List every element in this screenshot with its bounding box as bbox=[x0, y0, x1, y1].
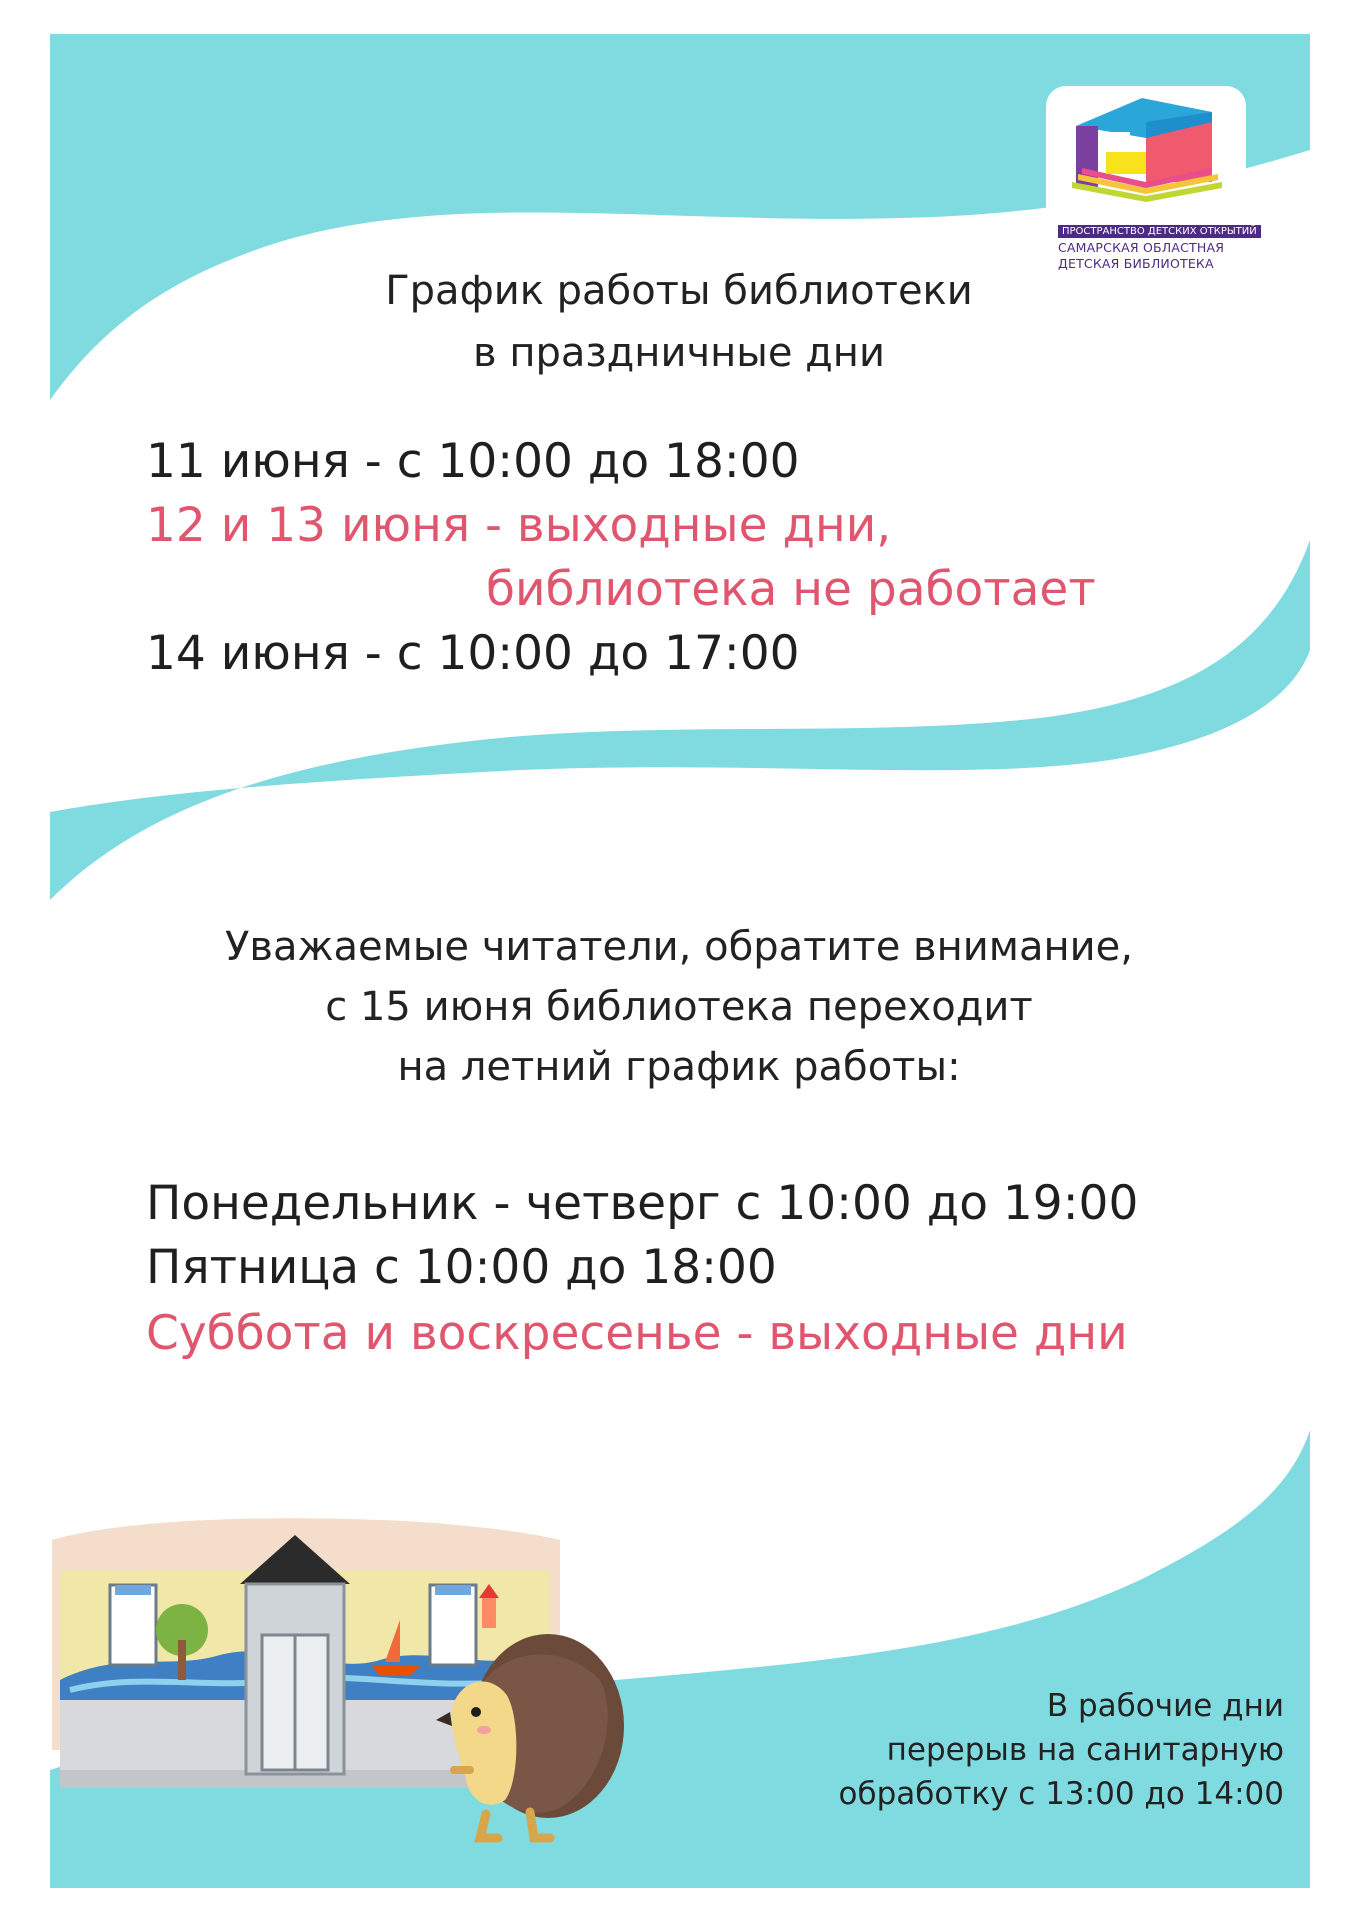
holiday-title-line-1: График работы библиотеки bbox=[385, 268, 973, 314]
logo-tagline: ПРОСТРАНСТВО ДЕТСКИХ ОТКРЫТИЙ bbox=[1058, 225, 1261, 238]
break-note-line-2: перерыв на санитарную bbox=[886, 1732, 1284, 1768]
friday-hours: Пятница с 10:00 до 18:00 bbox=[146, 1240, 777, 1295]
break-note-line-1: В рабочие дни bbox=[1046, 1688, 1284, 1724]
jun-12-13-closed: 12 и 13 июня - выходные дни, bbox=[146, 498, 892, 553]
mon-thu-hours: Понедельник - четверг с 10:00 до 19:00 bbox=[146, 1176, 1139, 1231]
logo-line-1: САМАРСКАЯ ОБЛАСТНАЯ bbox=[1058, 240, 1225, 255]
notice-line-3: на летний график работы: bbox=[397, 1044, 961, 1090]
notice-line-2: с 15 июня библиотека переходит bbox=[325, 984, 1033, 1030]
library-logo-icon bbox=[1062, 92, 1230, 204]
jun-14-hours: 14 июня - с 10:00 до 17:00 bbox=[146, 626, 800, 681]
jun-11-hours: 11 июня - с 10:00 до 18:00 bbox=[146, 434, 800, 489]
logo-line-2: ДЕТСКАЯ БИБЛИОТЕКА bbox=[1058, 256, 1214, 271]
break-note-line-3: обработку с 13:00 до 14:00 bbox=[838, 1776, 1284, 1812]
holiday-title-line-2: в праздничные дни bbox=[473, 330, 885, 376]
notice-line-1: Уважаемые читатели, обратите внимание, bbox=[225, 924, 1133, 970]
weekend-closed: Суббота и воскресенье - выходные дни bbox=[146, 1306, 1128, 1361]
library-closed-note: библиотека не работает bbox=[486, 562, 1096, 617]
